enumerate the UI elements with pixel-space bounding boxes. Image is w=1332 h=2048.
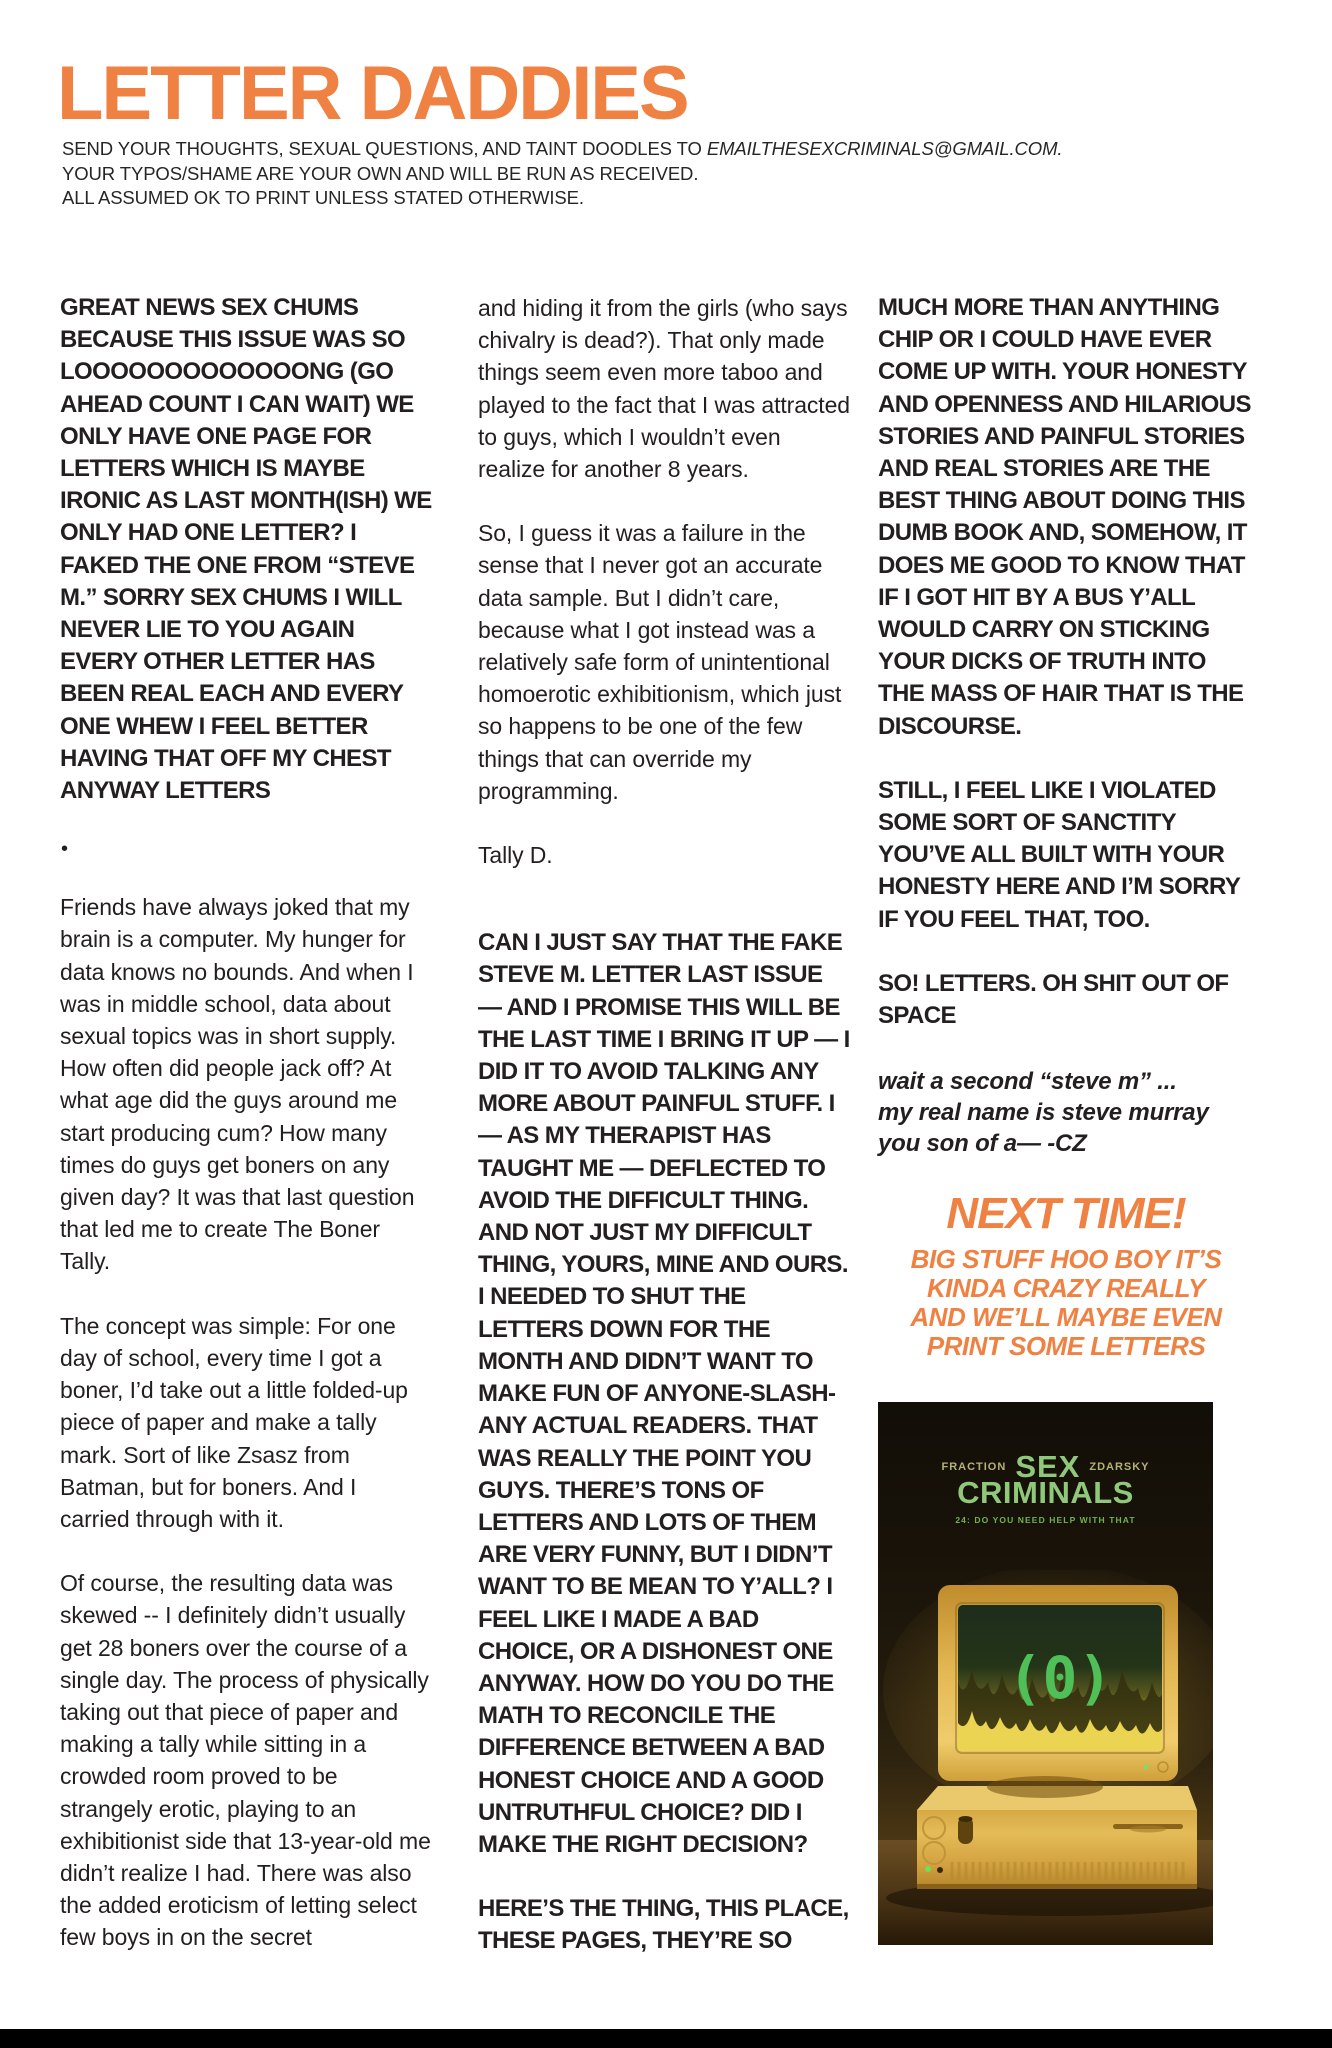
floppy-notch [1130,1826,1166,1833]
submission-note [62,137,1062,211]
zdarsky-aside-line3: you son of a— -CZ [878,1130,1087,1158]
cover-art [878,1570,1213,1945]
reader-letter-paragraph-5: So, I guess it was a failure in the sense that I never got an accurate data sample. But I didn’t care, because what I got instead was a relatively safe form of unintentional homoerotic exhibitionism, which just so happens to be one of the few things that can override my programming. [478,520,842,804]
submission-email: EMAILTHESEXCRIMINALS@GMAIL.COM. [706,138,1063,159]
case-reset-dot [937,1867,943,1873]
zdarsky-aside-line1: wait a second “steve m” ... [878,1068,1177,1096]
page-title: LETTER DADDIES [57,51,688,136]
cover-issue-caption: 24: DO YOU NEED HELP WITH THAT [955,1515,1136,1526]
next-time-block [878,1191,1254,1361]
bottom-trim-bar [0,2029,1332,2048]
column-middle [478,292,850,1984]
bullet-separator: • [61,838,69,861]
comic-cover [878,1402,1213,1945]
editor-reply-paragraph-5: SO! LETTERS. OH SHIT OUT OF SPACE [878,969,1229,1030]
cover-credit-fraction: FRACTION [941,1460,1007,1473]
next-time-teaser-line3: AND WE’LL MAYBE EVEN [910,1302,1222,1333]
case-base-edge [917,1884,1197,1889]
next-time-teaser [878,1245,1254,1361]
editor-reply-paragraph-1: CAN I JUST SAY THAT THE FAKE STEVE M. LETTER LAST ISSUE — AND I PROMISE THIS WILL BE THE LAST TIME I BRING IT UP — I DID IT TO AVOID TALKING ANY MORE ABOUT PAINFUL STUFF. I — AS MY THERAPIST HAS TAUGHT ME — DEFLECTED TO AVOID THE DIFFICULT THING. AND NOT JUST MY DIFFICULT THING, YOURS, MINE AND OURS. I NEEDED TO SHUT THE LETTERS DOWN FOR THE MONTH AND DIDN’T WANT TO MAKE FUN OF ANYONE-SLASH-ANY ACTUAL READERS. THAT WAS REALLY THE POINT YOU GUYS. THERE’S TONS OF LETTERS AND LOTS OF THEM ARE VERY FUNNY, BUT I DIDN’T WANT TO BE MEAN TO Y’ALL? I FEEL LIKE I MADE A BAD CHOICE, OR A DISHONEST ONE ANYWAY. HOW DO YOU DO THE MATH TO RECONCILE THE DIFFERENCE BETWEEN A BAD HONEST CHOICE AND A GOOD UNTRUTHFUL CHOICE? DID I MAKE THE RIGHT DECISION? [478,929,850,1858]
column-left [60,292,432,1986]
monitor-foot-shadow [987,1776,1103,1798]
next-time-teaser-line1: BIG STUFF HOO BOY IT’S [910,1244,1222,1275]
cover-title-criminals: CRIMINALS [957,1475,1134,1511]
editor-reply-paragraph-4: STILL, I FEEL LIKE I VIOLATED SOME SORT OF SANCTITY YOU’VE ALL BUILT WITH YOUR HONESTY HERE AND I’M SORRY IF YOU FEEL THAT, TOO. [878,776,1240,933]
column-right [878,292,1254,1361]
next-time-teaser-line2: KINDA CRAZY REALLY [927,1273,1205,1304]
reader-letter-paragraph-1: Friends have always joked that my brain is a computer. My hunger for data knows no bounds. And when I was in middle school, data about sexual topics was in short supply. How often did people jack off? At what age did the guys around me start producing cum? How many times do guys get boners on any given day? It was that last question that led me to create The Boner Tally. [60,894,415,1275]
submission-note-line3: ALL ASSUMED OK TO PRINT UNLESS STATED OTHERWISE. [62,187,584,208]
cover-title-sex: SEX [1015,1449,1081,1484]
screen-glyph: (0) [1007,1644,1113,1712]
next-time-title: NEXT TIME! [946,1189,1186,1239]
editor-reply-paragraph-2: HERE’S THE THING, THIS PLACE, THESE PAGES, THEY’RE SO [478,1895,849,1955]
submission-note-text: SEND YOUR THOUGHTS, SEXUAL QUESTIONS, AND TAINT DOODLES TO [62,138,707,159]
zdarsky-aside [878,1066,1254,1159]
reader-letter-paragraph-3: Of course, the resulting data was skewed -- I definitely didn’t usually get 28 boners over the course of a single day. The process of physically taking out that piece of paper and making a tally while sitting in a crowded room proved to be strangely erotic, playing to an exhibitionist side that 13-year-old me didn’t realize I had. There was also the added eroticism of letting select few boys in on the secret [60,1570,431,1951]
cover-logo [878,1449,1213,1526]
next-time-teaser-line4: PRINT SOME LETTERS [926,1331,1206,1362]
cover-credit-zdarsky: ZDARSKY [1089,1460,1150,1473]
editor-intro: GREAT NEWS SEX CHUMS BECAUSE THIS ISSUE WAS SO LOOOOOOOOOOOOONG (GO AHEAD COUNT I CAN WAIT) WE ONLY HAVE ONE PAGE FOR LETTERS WHICH IS MAYBE IRONIC AS LAST MONTH(ISH) WE ONLY HAD ONE LETTER? I FAKED THE ONE FROM “STEVE M.” SORRY SEX CHUMS I WILL NEVER LIE TO YOU AGAIN EVERY OTHER LETTER HAS BEEN REAL EACH AND EVERY ONE WHEW I FEEL BETTER HAVING THAT OFF MY CHEST ANYWAY LETTERS [60,294,432,805]
case-keylock-top [959,1816,973,1822]
reader-letter-paragraph-4: and hiding it from the girls (who says chivalry is dead?). That only made things seem even more taboo and played to the fact that I was attracted to guys, which I wouldn’t even realize for another 8 years. [478,295,850,483]
submission-note-line2: YOUR TYPOS/SHAME ARE YOUR OWN AND WILL BE RUN AS RECEIVED. [62,162,699,184]
reader-letter-paragraph-2: The concept was simple: For one day of school, every time I got a boner, I’d take out a little folded-up piece of paper and make a tally mark. Sort of like Zsasz from Batman, but for boners. And I carried through with it. [60,1312,408,1532]
letter-signature: Tally D. [478,842,553,869]
case-power-led [925,1866,931,1872]
submission-note-line1 [62,137,1062,162]
monitor-power-led [1144,1765,1149,1770]
zdarsky-aside-line2: my real name is steve murray [878,1099,1209,1127]
editor-reply-paragraph-3: MUCH MORE THAN ANYTHING CHIP OR I COULD HAVE EVER COME UP WITH. YOUR HONESTY AND OPENNESS AND HILARIOUS STORIES AND PAINFUL STORIES AND REAL STORIES ARE THE BEST THING ABOUT DOING THIS DUMB BOOK AND, SOMEHOW, IT DOES ME GOOD TO KNOW THAT IF I GOT HIT BY A BUS Y’ALL WOULD CARRY ON STICKING YOUR DICKS OF TRUTH INTO THE MASS OF HAIR THAT IS THE DISCOURSE. [878,294,1251,740]
